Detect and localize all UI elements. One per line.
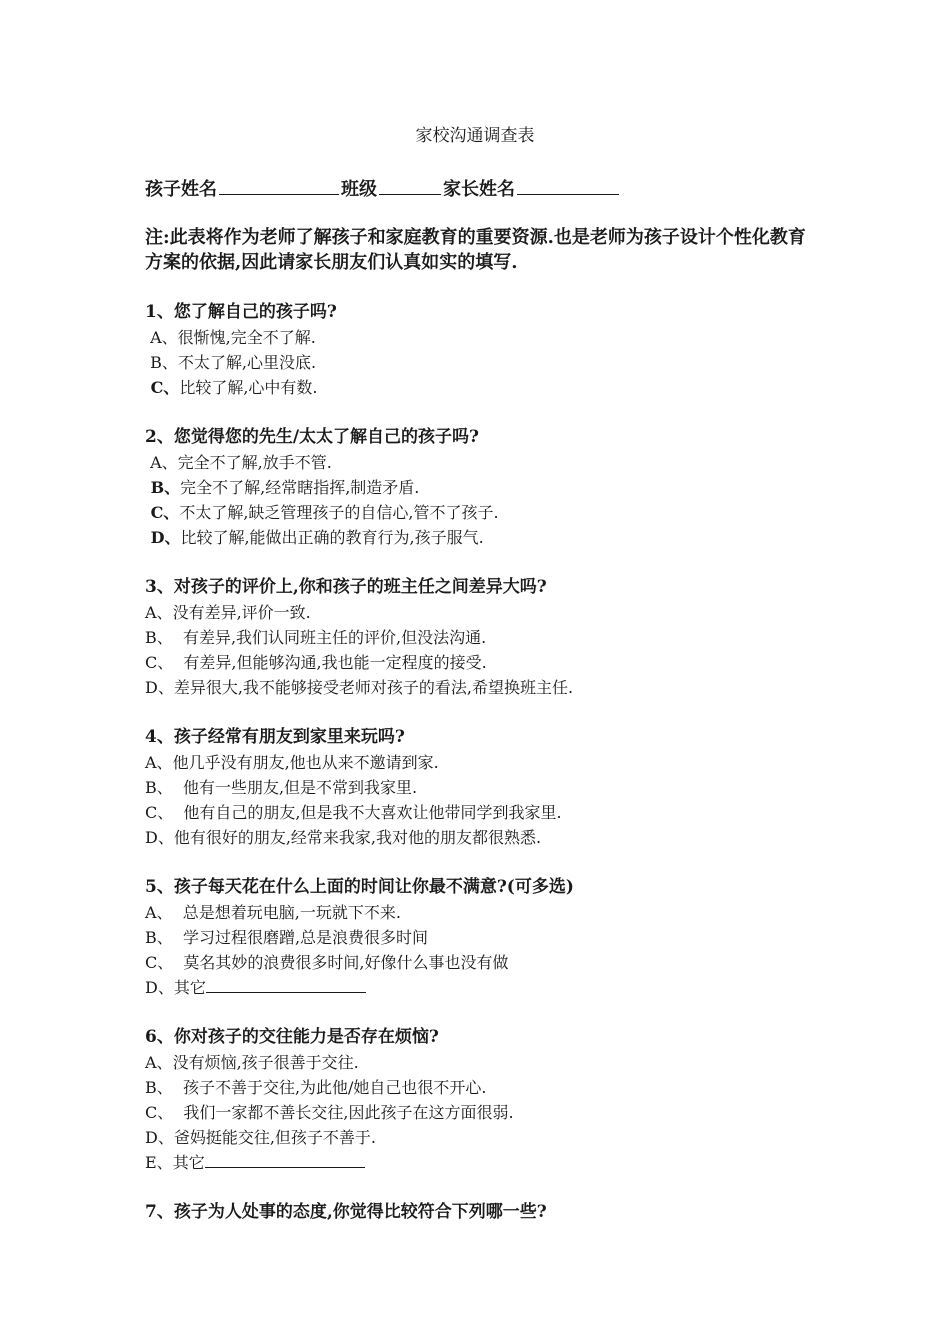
option-letter: A、	[145, 603, 173, 622]
option-letter: B、	[145, 1078, 183, 1097]
question-2	[145, 425, 825, 550]
parent-name-blank[interactable]	[517, 174, 619, 195]
option-letter: E、	[145, 1153, 173, 1172]
option-text: 有差异,我们认同班主任的评价,但没法沟通.	[182, 628, 487, 647]
option-row[interactable]	[145, 375, 825, 400]
option-row[interactable]	[145, 600, 825, 625]
option-text: 他有一些朋友,但是不常到我家里.	[182, 778, 418, 797]
child-name-blank[interactable]	[219, 174, 339, 195]
option-text: 没有差异,评价一致.	[172, 603, 311, 622]
option-row[interactable]	[145, 1100, 825, 1125]
note-paragraph: 注:此表将作为老师了解孩子和家庭教育的重要资源.也是老师为孩子设计个性化教育方案的依据,因此请家长朋友们认真如实的填写.	[145, 227, 806, 273]
option-text: 没有烦恼,孩子很善于交往.	[172, 1053, 359, 1072]
option-letter: B、	[145, 478, 181, 497]
option-text: 他有很好的朋友,经常来我家,我对他的朋友都很熟悉.	[173, 828, 542, 847]
question-title: 5、孩子每天花在什么上面的时间让你最不满意?(可多选)	[145, 877, 574, 897]
question-list	[145, 300, 825, 1250]
class-blank[interactable]	[379, 174, 441, 195]
option-text: 我们一家都不善长交往,因此孩子在这方面很弱.	[183, 1103, 514, 1122]
question-1	[145, 300, 825, 400]
question-title: 1、您了解自己的孩子吗?	[145, 302, 337, 322]
option-text: 孩子不善于交往,为此他/她自己也很不开心.	[182, 1078, 487, 1097]
option-text: 差异很大,我不能够接受老师对孩子的看法,希望换班主任.	[173, 678, 574, 697]
option-text: 总是想着玩电脑,一玩就下不来.	[182, 903, 401, 922]
option-row[interactable]	[145, 650, 825, 675]
option-letter: D、	[145, 678, 174, 697]
question-4	[145, 725, 825, 850]
option-text: 他几乎没有朋友,他也从来不邀请到家.	[172, 753, 439, 772]
option-row[interactable]	[145, 750, 825, 775]
option-letter: C、	[145, 1103, 184, 1122]
option-text: 不太了解,心里没底.	[177, 353, 317, 372]
option-text: 很惭愧,完全不了解.	[177, 328, 316, 347]
question-5	[145, 875, 825, 1000]
option-text: 有差异,但能够沟通,我也能一定程度的接受.	[183, 653, 487, 672]
option-row[interactable]	[145, 925, 825, 950]
option-row[interactable]	[145, 950, 825, 975]
question-title: 6、你对孩子的交往能力是否存在烦恼?	[145, 1027, 439, 1047]
option-row[interactable]	[145, 825, 825, 850]
question-6	[145, 1025, 825, 1175]
question-title: 4、孩子经常有朋友到家里来玩吗?	[145, 727, 405, 747]
option-letter: A、	[145, 753, 173, 772]
option-letter: C、	[145, 378, 180, 397]
option-row[interactable]	[145, 900, 825, 925]
option-text: 完全不了解,放手不管.	[177, 453, 332, 472]
option-letter: D、	[145, 828, 174, 847]
question-3	[145, 575, 825, 700]
question-7	[145, 1200, 825, 1225]
option-text: 他有自己的朋友,但是我不大喜欢让他带同学到我家里.	[183, 803, 562, 822]
parent-name-label: 家长姓名	[443, 179, 515, 200]
page-title: 家校沟通调查表	[415, 126, 535, 146]
option-row[interactable]	[145, 1150, 825, 1175]
option-row[interactable]	[145, 675, 825, 700]
option-row[interactable]	[145, 625, 825, 650]
option-row[interactable]	[145, 1125, 825, 1150]
option-text: 不太了解,缺乏管理孩子的自信心,管不了孩子.	[179, 503, 499, 522]
fill-in-blank[interactable]	[206, 976, 366, 993]
info-line	[145, 174, 621, 203]
child-name-label: 孩子姓名	[145, 179, 217, 200]
question-title: 3、对孩子的评价上,你和孩子的班主任之间差异大吗?	[145, 577, 547, 597]
option-text: 比较了解,心中有数.	[179, 378, 318, 397]
option-text: 比较了解,能做出正确的教育行为,孩子服气.	[180, 528, 484, 547]
option-row[interactable]	[145, 1075, 825, 1100]
option-letter: B、	[145, 928, 183, 947]
option-letter: A、	[145, 903, 183, 922]
question-title: 2、您觉得您的先生/太太了解自己的孩子吗?	[145, 427, 479, 447]
option-text: 莫名其妙的浪费很多时间,好像什么事也没有做	[183, 953, 509, 972]
option-letter: D、	[145, 1128, 174, 1147]
option-letter: C、	[145, 953, 184, 972]
option-row[interactable]	[145, 1050, 825, 1075]
option-letter: C、	[145, 653, 184, 672]
option-row[interactable]	[145, 325, 825, 350]
option-text: 其它	[172, 1153, 205, 1172]
option-row[interactable]	[145, 350, 825, 375]
option-row[interactable]	[145, 525, 825, 550]
option-letter: B、	[145, 628, 183, 647]
option-letter: C、	[145, 503, 180, 522]
option-text: 完全不了解,经常瞎指挥,制造矛盾.	[180, 478, 420, 497]
option-letter: A、	[145, 1053, 173, 1072]
option-row[interactable]	[145, 475, 825, 500]
option-letter: D、	[145, 528, 181, 547]
option-letter: B、	[145, 353, 178, 372]
option-letter: C、	[145, 803, 184, 822]
option-text: 爸妈挺能交往,但孩子不善于.	[173, 1128, 377, 1147]
option-text: 其它	[173, 978, 206, 997]
option-row[interactable]	[145, 450, 825, 475]
option-row[interactable]	[145, 975, 825, 1000]
option-row[interactable]	[145, 775, 825, 800]
option-text: 学习过程很磨蹭,总是浪费很多时间	[182, 928, 429, 947]
option-row[interactable]	[145, 800, 825, 825]
option-letter: B、	[145, 778, 183, 797]
option-letter: D、	[145, 978, 174, 997]
option-row[interactable]	[145, 500, 825, 525]
fill-in-blank[interactable]	[205, 1151, 365, 1168]
class-label: 班级	[341, 179, 377, 200]
option-letter: A、	[145, 453, 178, 472]
option-letter: A、	[145, 328, 178, 347]
question-title: 7、孩子为人处事的态度,你觉得比较符合下列哪一些?	[145, 1202, 547, 1222]
